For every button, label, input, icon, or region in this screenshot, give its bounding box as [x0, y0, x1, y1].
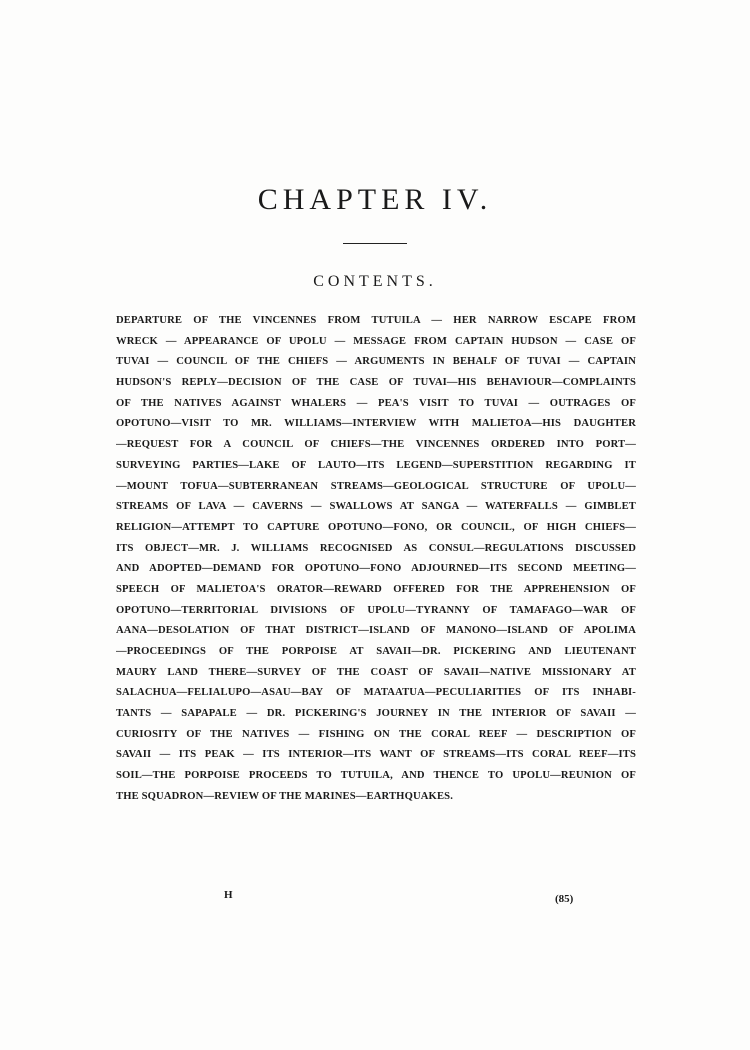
page-number: (85) — [555, 893, 574, 905]
contents-line: HUDSON'S REPLY—DECISION OF THE CASE OF TUVAI—HIS BEHAVIOUR—COMPLAINTS — [116, 377, 636, 389]
contents-line: AND ADOPTED—DEMAND FOR OPOTUNO—FONO ADJOURNED—ITS SECOND MEETING— — [116, 563, 636, 575]
contents-heading: CONTENTS. — [313, 273, 437, 290]
contents-line: THE SQUADRON—REVIEW OF THE MARINES—EARTHQUAKES. — [116, 790, 454, 802]
contents-line: TUVAI — COUNCIL OF THE CHIEFS — ARGUMENTS IN BEHALF OF TUVAI — CAPTAIN — [116, 356, 636, 368]
chapter-title: CHAPTER IV. — [257, 183, 493, 216]
contents-line: AANA—DESOLATION OF THAT DISTRICT—ISLAND OF MANONO—ISLAND OF APOLIMA — [116, 625, 636, 637]
contents-summary — [116, 311, 636, 808]
contents-line: SAVAII — ITS PEAK — ITS INTERIOR—ITS WANT OF STREAMS—ITS CORAL REEF—ITS — [116, 749, 636, 761]
contents-line: SURVEYING PARTIES—LAKE OF LAUTO—ITS LEGEND—SUPERSTITION REGARDING IT — [116, 459, 636, 471]
contents-line: OPOTUNO—TERRITORIAL DIVISIONS OF UPOLU—TYRANNY OF TAMAFAGO—WAR OF — [116, 604, 636, 616]
contents-line: TANTS — SAPAPALE — DR. PICKERING'S JOURNEY IN THE INTERIOR OF SAVAII — — [116, 708, 636, 720]
signature-mark: H — [224, 889, 233, 901]
contents-line: MAURY LAND THERE—SURVEY OF THE COAST OF SAVAII—NATIVE MISSIONARY AT — [116, 666, 636, 678]
contents-line: RELIGION—ATTEMPT TO CAPTURE OPOTUNO—FONO, OR COUNCIL, OF HIGH CHIEFS— — [116, 521, 636, 533]
contents-line: OF THE NATIVES AGAINST WHALERS — PEA'S VISIT TO TUVAI — OUTRAGES OF — [116, 397, 636, 409]
contents-line: —REQUEST FOR A COUNCIL OF CHIEFS—THE VINCENNES ORDERED INTO PORT— — [116, 439, 636, 451]
contents-line: CURIOSITY OF THE NATIVES — FISHING ON THE CORAL REEF — DESCRIPTION OF — [116, 728, 636, 740]
title-divider — [343, 243, 407, 244]
contents-line: WRECK — APPEARANCE OF UPOLU — MESSAGE FROM CAPTAIN HUDSON — CASE OF — [116, 335, 636, 347]
contents-line: SPEECH OF MALIETOA'S ORATOR—REWARD OFFERED FOR THE APPREHENSION OF — [116, 583, 636, 595]
contents-line: —MOUNT TOFUA—SUBTERRANEAN STREAMS—GEOLOGICAL STRUCTURE OF UPOLU— — [116, 480, 636, 492]
contents-line: SOIL—THE PORPOISE PROCEEDS TO TUTUILA, AND THENCE TO UPOLU—REUNION OF — [116, 770, 636, 782]
contents-line: OPOTUNO—VISIT TO MR. WILLIAMS—INTERVIEW WITH MALIETOA—HIS DAUGHTER — [116, 418, 636, 430]
contents-line: SALACHUA—FELIALUPO—ASAU—BAY OF MATAATUA—PECULIARITIES OF ITS INHABI- — [116, 687, 636, 699]
contents-line: STREAMS OF LAVA — CAVERNS — SWALLOWS AT SANGA — WATERFALLS — GIMBLET — [116, 501, 636, 513]
contents-line: ITS OBJECT—MR. J. WILLIAMS RECOGNISED AS CONSUL—REGULATIONS DISCUSSED — [116, 542, 636, 554]
contents-line: —PROCEEDINGS OF THE PORPOISE AT SAVAII—DR. PICKERING AND LIEUTENANT — [116, 646, 636, 657]
contents-line: DEPARTURE OF THE VINCENNES FROM TUTUILA — HER NARROW ESCAPE FROM — [116, 315, 636, 326]
